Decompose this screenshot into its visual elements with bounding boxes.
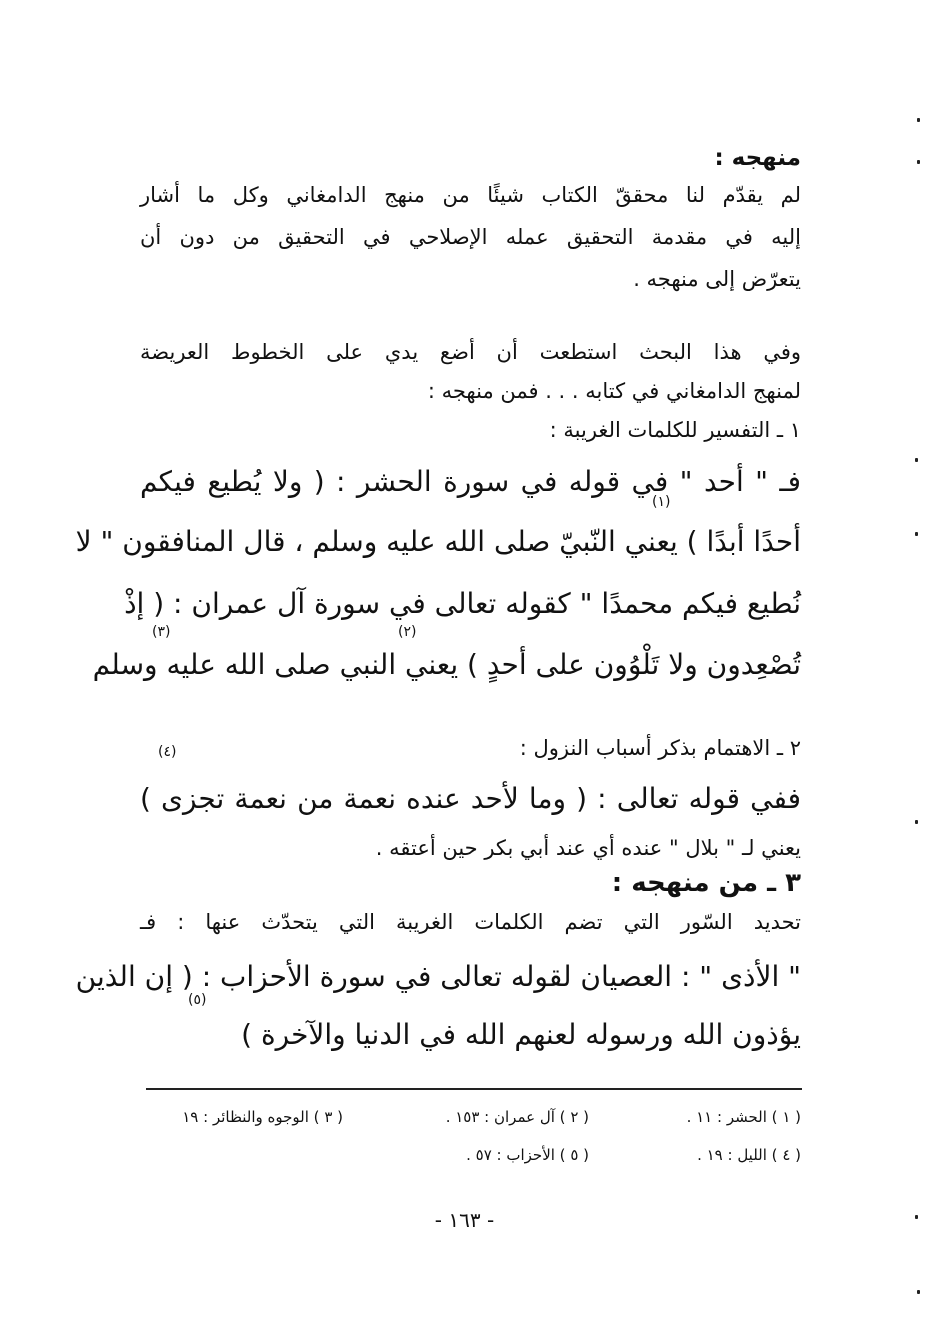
scan-speck — [915, 458, 918, 462]
paragraph-line: إليه في مقدمة التحقيق عمله الإصلاحي في التحقيق من دون أن — [140, 225, 801, 249]
paragraph-line: يعني لـ " بلال " عنده أي عند أبي بكر حين أعتقه . — [375, 836, 801, 860]
paragraph-line: تحديد السّور التي تضم الكلمات الغريبة التي يتحدّث عنها : فـ — [140, 910, 801, 934]
quote-line: فـ " أحد " في قوله في سورة الحشر : ( ولا يُطيع فيكم — [140, 465, 801, 498]
list-item-title: ١ ـ التفسير للكلمات الغريبة : — [549, 418, 801, 442]
footnote: ( ٢ ) آل عمران : ١٥٣ . — [445, 1108, 589, 1126]
footnote: ( ٣ ) الوجوه والنظائر : ١٩ — [182, 1108, 343, 1126]
footnote-ref: (٢) — [398, 624, 417, 640]
section-heading-method-3: ٣ ـ من منهجه : — [611, 868, 801, 898]
footnote: ( ٥ ) الأحزاب : ٥٧ . — [466, 1146, 589, 1164]
footnote-divider — [146, 1088, 802, 1090]
scan-speck — [917, 1290, 920, 1294]
list-item-title: ٢ ـ الاهتمام بذكر أسباب النزول : — [519, 736, 801, 760]
paragraph-line: وفي هذا البحث استطعت أن أضع يدي على الخطوط العريضة — [140, 340, 801, 364]
paragraph-line: يتعرّض إلى منهجه . — [633, 267, 801, 291]
section-heading-method: منهجه : — [714, 145, 801, 171]
quote-line: يؤذون الله ورسوله لعنهم الله في الدنيا والآخرة ) — [241, 1018, 801, 1051]
scan-speck — [915, 1215, 918, 1219]
paragraph-line: لمنهج الدامغاني في كتابه . . . فمن منهجه : — [427, 379, 801, 403]
quote-line: نُطيع فيكم محمدًا " كقوله تعالى في سورة آل عمران : ( إذْ — [124, 587, 801, 620]
quote-line: " الأذى " : العصيان لقوله تعالى في سورة الأحزاب : ( إن الذين — [75, 960, 801, 993]
quote-line: تُصْعِدون ولا تَلْوُون على أحدٍ ) يعني النبي صلى الله عليه وسلم — [92, 648, 801, 681]
quote-line: ففي قوله تعالى : ( وما لأحد عنده نعمة من نعمة تجزى ) — [140, 782, 801, 815]
scan-speck — [917, 160, 920, 164]
footnote-ref: (١) — [652, 494, 671, 510]
footnote: ( ٤ ) الليل : ١٩ . — [697, 1146, 801, 1164]
scan-speck — [915, 820, 918, 824]
page-number: - ١٦٣ - — [434, 1208, 495, 1232]
footnote-ref: (٣) — [152, 624, 171, 640]
footnote-ref: (٤) — [158, 744, 177, 760]
scan-speck — [915, 532, 918, 536]
footnote-ref: (٥) — [188, 992, 207, 1008]
scan-speck — [917, 118, 920, 122]
footnote: ( ١ ) الحشر : ١١ . — [686, 1108, 801, 1126]
quote-line: أحدًا أبدًا ) يعني النّبيّ صلى الله عليه وسلم ، قال المنافقون " لا — [75, 525, 801, 558]
paragraph-line: لم يقدّم لنا محققّ الكتاب شيئًا من منهج الدامغاني وكل ما أشار — [140, 183, 801, 207]
